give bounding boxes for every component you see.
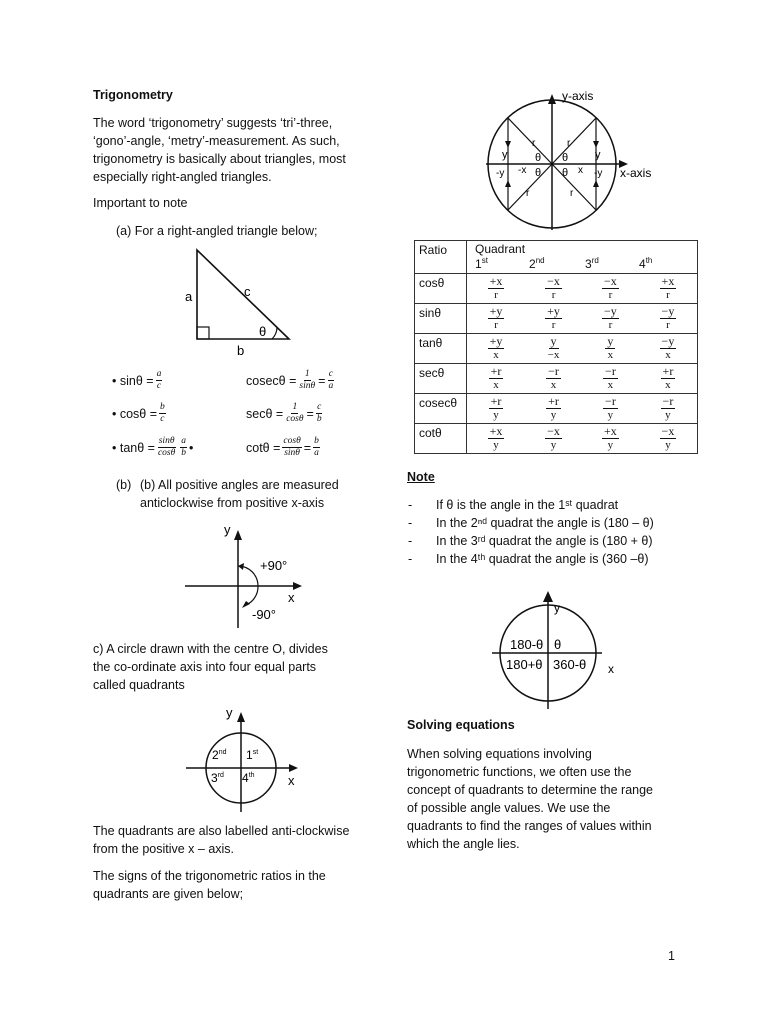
svg-text:x: x	[578, 165, 583, 176]
q1-label: 1st	[246, 748, 259, 762]
ratio-cell: $\frac{y}{-x}$	[525, 334, 582, 364]
ratio-cell: $\frac{-r}{x}$	[525, 364, 582, 394]
q2-label: 2nd	[212, 748, 227, 762]
unit-circle-diagram	[482, 86, 672, 232]
ratio-cell: $\frac{-r}{x}$	[582, 364, 639, 394]
ratio-cell: $\frac{+r}{x}$	[639, 364, 698, 394]
angle-direction-diagram	[180, 518, 310, 630]
svg-text:-y: -y	[496, 168, 505, 179]
ratio-row	[415, 274, 698, 304]
x-axis-label: x-axis	[620, 166, 652, 180]
svg-text:θ: θ	[535, 167, 542, 179]
note-item: - In the 3ʳᵈ quadrat the angle is (180 + θ)	[408, 534, 653, 548]
svg-text:r: r	[526, 188, 530, 199]
ratio-name: cosθ	[415, 274, 467, 304]
ratio-cell: $\frac{-r}{y}$	[582, 394, 639, 424]
q2-angle: 180-θ	[510, 637, 544, 652]
svg-text:-x: -x	[518, 165, 527, 176]
important-heading: Important to note	[93, 196, 188, 210]
svg-text:r: r	[570, 188, 574, 199]
q4-label: 4th	[242, 771, 255, 785]
svg-text:r: r	[532, 138, 536, 149]
quadrant-circle-diagram	[180, 700, 305, 815]
svg-text:r: r	[567, 138, 571, 149]
q1-angle: θ	[554, 637, 562, 652]
ratio-cell: $\frac{+y}{r}$	[467, 304, 526, 334]
x-axis-label: x	[288, 590, 295, 605]
plus-90-label: +90°	[260, 558, 288, 573]
y-axis-label: y	[226, 705, 233, 720]
formula-cos: • cosθ = $\frac{b}{c}$	[112, 402, 165, 424]
ratio-row	[415, 334, 698, 364]
formula-cot: cotθ = $\frac{\cos\theta}{\sin\theta}$ = $\frac{b}{a}$	[246, 436, 319, 458]
q3-label: 3rd	[211, 771, 224, 785]
quad-2-label: 2nd	[529, 256, 545, 271]
ratio-header: Ratio	[415, 241, 467, 274]
ratio-cell: $\frac{-r}{y}$	[639, 394, 698, 424]
item-c-text: c) A circle drawn with the centre O, divides the co-ordinate axis into four equal parts called quadrants	[93, 642, 328, 692]
formula-tan: • tanθ = $\frac{\sin\theta}{\cos\theta}$ $\frac{a}{b}$ •	[112, 436, 194, 458]
ratio-cell: $\frac{-x}{r}$	[582, 274, 639, 304]
side-a-label: a	[185, 289, 193, 304]
ratio-name: secθ	[415, 364, 467, 394]
ratio-cell: $\frac{-y}{x}$	[639, 334, 698, 364]
ratio-row	[415, 394, 698, 424]
note-item: - If θ is the angle in the 1ˢᵗ quadrat	[408, 498, 619, 512]
ratio-row	[415, 364, 698, 394]
notes-list	[408, 496, 654, 568]
ratio-cell: $\frac{-x}{r}$	[525, 274, 582, 304]
side-b-label: b	[237, 343, 245, 358]
solving-heading: Solving equations	[407, 718, 515, 732]
theta-label: θ	[259, 324, 267, 339]
angle-quadrant-circle	[490, 585, 630, 710]
ratio-cell: $\frac{+r}{y}$	[525, 394, 582, 424]
ratio-cell: $\frac{+y}{r}$	[525, 304, 582, 334]
item-b-text: (b) All positive angles are measured anticlockwise from positive x-axis	[140, 478, 339, 510]
svg-text:θ: θ	[562, 152, 569, 164]
side-c-label: c	[244, 284, 251, 299]
quad-1-label: 1st	[475, 256, 488, 271]
ratio-cell: $\frac{y}{x}$	[582, 334, 639, 364]
ratio-cell: $\frac{-y}{r}$	[639, 304, 698, 334]
svg-text:y: y	[502, 149, 508, 161]
note-item: - In the 4ᵗʰ quadrat the angle is (360 –θ)	[408, 552, 649, 566]
svg-text:θ: θ	[535, 152, 542, 164]
anticlockwise-paragraph: The quadrants are also labelled anti-clockwise from the positive x – axis.	[93, 824, 350, 856]
ratio-cell: $\frac{+x}{r}$	[467, 274, 526, 304]
ratio-cell: $\frac{+x}{y}$	[467, 424, 526, 454]
svg-text:y: y	[595, 149, 601, 161]
ratio-row	[415, 304, 698, 334]
ratio-cell: $\frac{+r}{y}$	[467, 394, 526, 424]
page-title: Trigonometry	[93, 88, 173, 102]
quadrant-header: Quadrant 1st 2nd 3rd 4th	[467, 241, 698, 274]
x-axis-label: x	[288, 773, 295, 788]
minus-90-label: -90°	[252, 607, 276, 622]
ratio-cell: $\frac{-y}{r}$	[582, 304, 639, 334]
svg-text:x: x	[608, 662, 614, 676]
ratio-cell: $\frac{-x}{y}$	[639, 424, 698, 454]
item-a-text: (a) For a right-angled triangle below;	[116, 224, 318, 238]
formula-sin: • sinθ = $\frac{a}{c}$	[112, 369, 162, 391]
signs-paragraph: The signs of the trigonometric ratios in the quadrants are given below;	[93, 869, 326, 901]
right-triangle-diagram	[180, 245, 300, 360]
y-axis-label: y-axis	[562, 89, 594, 103]
formula-sec: secθ = $\frac{1}{\cos\theta}$ = $\frac{c}{b}$	[246, 402, 322, 424]
note-item: - In the 2ⁿᵈ quadrat the angle is (180 – θ)	[408, 516, 654, 530]
svg-text:-y: -y	[594, 168, 603, 179]
ratio-cell: $\frac{+y}{x}$	[467, 334, 526, 364]
ratio-table	[414, 240, 698, 454]
svg-text:θ: θ	[562, 167, 569, 179]
quad-3-label: 3rd	[585, 256, 599, 271]
y-axis-label: y	[224, 522, 231, 537]
formula-cosec: cosecθ = $\frac{1}{\sin\theta}$ = $\frac{c}{a}$	[246, 369, 334, 391]
quad-4-label: 4th	[639, 256, 653, 271]
note-heading: Note	[407, 470, 435, 484]
ratio-name: tanθ	[415, 334, 467, 364]
q4-angle: 360-θ	[553, 657, 587, 672]
solving-paragraph: When solving equations involving trigonometric functions, we often use the concept of quadrants to determine the range of possible angle values. We use the quadrants to find the ranges of values within which the angle lies.	[407, 747, 653, 851]
ratio-cell: $\frac{-x}{y}$	[525, 424, 582, 454]
ratio-name: cotθ	[415, 424, 467, 454]
page-number: 1	[668, 949, 675, 963]
item-b-label: (b)	[116, 478, 132, 492]
ratio-cell: $\frac{+r}{x}$	[467, 364, 526, 394]
ratio-name: cosecθ	[415, 394, 467, 424]
intro-paragraph: The word ‘trigonometry’ suggests ‘tri’-three, ‘gono’-angle, ‘metry’-measurement. As such, trigonometry is basically about triangles, most especially right-angled triangles.	[93, 116, 346, 184]
ratio-name: sinθ	[415, 304, 467, 334]
q3-angle: 180+θ	[506, 657, 543, 672]
ratio-cell: $\frac{+x}{r}$	[639, 274, 698, 304]
ratio-cell: $\frac{+x}{y}$	[582, 424, 639, 454]
ratio-row	[415, 424, 698, 454]
svg-text:y: y	[554, 601, 560, 615]
